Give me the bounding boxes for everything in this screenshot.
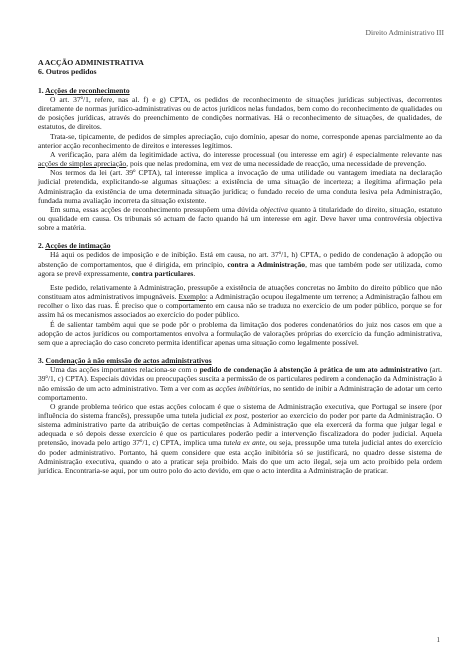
section-title: Acções de intimação [45,241,111,251]
paragraph [38,205,442,232]
italic-term: objectiva [260,204,288,214]
text-run: A verificação, para além da legitimidade activa, do interesse processual (ou interesse em agir) é especialmente relevante nas [50,149,442,159]
text-run: Este pedido, relativamente à Administração, pressupõe a existência de atuações concretas no âmbito do direito público que não constituam atos administrativos impugnáveis. [38,282,442,302]
bold-term: contra a Administração [227,259,306,269]
text-run: (art. 39º/1, c) CPTA). Especiais dúvidas ou preocupações suscita a permissão de os particulares pedirem a condenação da Administração à não emissão de um acto administrativo. Tem a ver com as [38,365,442,393]
document-title: A ACÇÃO ADMINISTRATIVA [38,58,144,67]
text-run: , posterior ao exercício do poder por parte da Administração. O sistema administrativo parte da atribuição de certas competências à Administração que ela exercerá da forma que julgar legal e adequada e só depois desse exercício é que os particulares poderão pedir a intervenção fiscalizadora do poder judicial. Aquela pretensão, inovada pelo artigo 37º/1, c) CPTA, implica uma [38,410,443,448]
text-run: Há aqui os pedidos de imposição e de inibição. Está em causa, no art. 37º/1, h) CPTA, o pedido de condenação à adopção ou abstenção de comportamentos, que é dirigida, em princípio, [38,250,442,269]
underlined-term: Exemplo [178,292,206,302]
section-title: Acções de reconhecimento [45,85,130,95]
section-heading-3 [38,356,442,365]
paragraph: Trata-se, tipicamente, de pedidos de simples apreciação, cujo domínio, apesar do nome, corresponde apenas parcialmente ao da anterior acção reconhecimento de direitos e interesses legítimos. [38,131,442,150]
paragraph [38,283,442,320]
italic-term: ex post [225,410,248,420]
text-run: , ou seja, pressupõe uma tutela judicial antes do exercício do poder administrativo. Portanto, há quem considere que esta acção inibitória só se justificará, no quadro desse sistema de Administração executiva, quando o ato a praticar seja proibido. Mais do que um acto ilegal, seja um acto proibido pela ordem jurídica. Encontraria-se aqui, por um outro polo do acto devido, em que o acto interdita a Administração de praticar. [38,438,443,475]
paragraph [38,250,442,277]
paragraph [38,402,442,475]
section-number: 1. [38,85,46,95]
bold-term: contra particulares [131,268,194,278]
paragraph: Nos termos da lei (art. 39º CPTA), tal interesse implica a invocação de uma utilidade ou vantagem imediata na declaração judicial pretendida, explicitando-se algumas situações: a existência de uma situação de incerteza; a ilegítima afirmação pela Administração da existência de uma determinada situação jurídica; o fundado receio de uma conduta lesiva pela Administração, fundada numa avaliação incorreta da situação existente. [38,168,442,205]
section-heading-2 [38,241,442,250]
section-heading-1 [38,86,442,95]
text-run: , no sentido de inibir a Administração de adotar um certo comportamento. [38,383,442,402]
text-run: . [193,268,196,278]
underlined-term: acções de simples apreciação [38,159,127,169]
paragraph [38,365,442,402]
bold-term: pedido de condenação à abstenção à prática de um ato administrativo [199,365,428,375]
document-body [38,58,442,475]
document-subtitle: 6. Outros pedidos [38,67,97,77]
page-number: 1 [436,636,440,644]
section-number: 2. [38,241,46,251]
text-run: O grande problema teórico que estas acções colocam é que o sistema de Administração executiva, que Portugal se insere (por influência do sistema francês), pressupõe uma tutela judicial [38,401,442,420]
paragraph: O art. 37º/1, refere, nas al. f) e g) CPTA, os pedidos de reconhecimento de situações jurídicas subjectivas, decorrentes diretamente de normas jurídico-administrativas ou de actos jurídicos nelas fundados, bem como do reconhecimento de qualidades ou de posições jurídicas, através do preenchimento de condições normativas. Há o reconhecimento de situações, de qualidades, de estatutos, de direitos. [38,94,442,132]
section-number: 3. [38,356,46,366]
text-run: , pois que nelas predomina, em vez de uma necessidade de reacção, uma necessidade de prevenção. [126,159,427,169]
running-header: Direito Administrativo III [365,28,444,37]
text-run: Em suma, essas acções de reconhecimento pressupõem uma dúvida [50,204,261,214]
paragraph: É de salientar também aqui que se pode pôr o problema da limitação dos poderes condenatórios do juiz nos casos em que a adopção de actos jurídicos ou comportamentos envolva a formulação de valorações próprias do exercício da função administrativa, sem que a apreciação do caso concreto permita identificar apenas uma situação como legalmente possível. [38,319,442,347]
text-run: : a Administração ocupou ilegalmente um terreno; a Administração falhou em recolher o lixo das ruas. É preciso que o comportamento em causa não se traduza no exercício de um poder público, porque se for assim há os mecanismos associados ao exercício do poder público. [38,292,442,320]
text-run: , mas que também pode ser utilizada, como agora se prevê expressamente, [38,259,442,278]
text-run: Uma das acções importantes relaciona-se com o [50,365,200,375]
italic-term: acções inibitórias [215,383,270,393]
paragraph [38,150,442,168]
section-title: Condenação à não emissão de actos administrativos [45,356,212,366]
italic-term: tutela ex ante [223,438,266,448]
text-run: quanto à titularidade do direito, situação, estatuto ou qualidade em causa. Os tribunais só actuam de facto quando há um interesse em agir. Deve haver uma controvérsia objectiva sobre a matéria. [38,204,443,233]
